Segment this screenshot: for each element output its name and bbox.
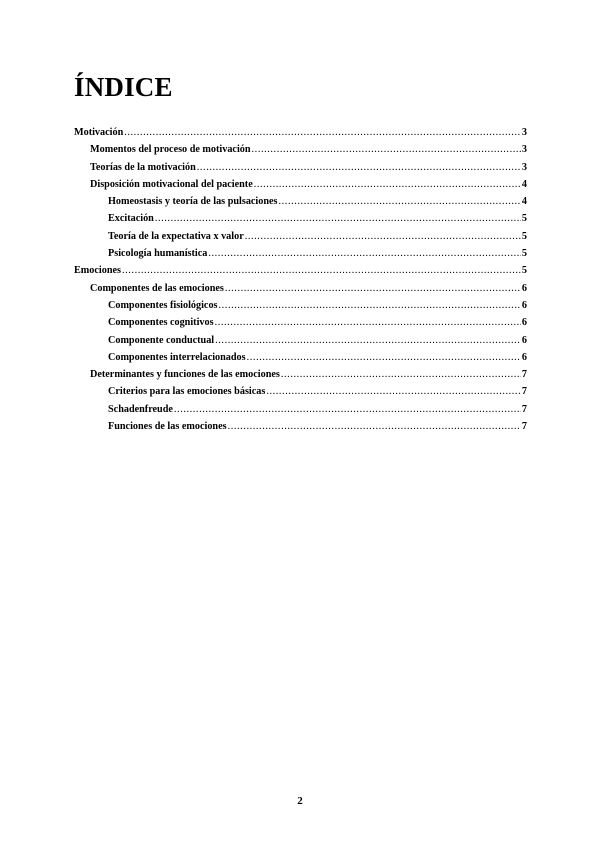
toc-entry-label: Excitación [108, 213, 154, 225]
toc-entry-page: 5 [521, 248, 527, 260]
toc-entry-page: 5 [521, 213, 527, 225]
toc-entry-label: Componentes fisiológicos [108, 299, 218, 311]
toc-entry[interactable] [74, 262, 527, 279]
toc-dot-leader [252, 141, 521, 158]
toc-dot-leader [215, 332, 521, 349]
toc-entry-page: 6 [521, 334, 527, 346]
toc-entry-page: 7 [521, 403, 527, 415]
toc-entry-label: Schadenfreude [108, 403, 173, 415]
toc-entry-page: 3 [521, 161, 527, 173]
toc-entry[interactable] [74, 314, 527, 331]
toc-dot-leader [219, 297, 521, 314]
toc-dot-leader [155, 210, 521, 227]
toc-entry-label: Psicología humanística [108, 248, 208, 260]
toc-entry-label: Funciones de las emociones [108, 421, 227, 433]
table-of-contents [74, 124, 527, 435]
toc-dot-leader [254, 176, 521, 193]
toc-entry-label: Emociones [74, 265, 121, 277]
toc-entry-page: 7 [521, 386, 527, 398]
toc-entry[interactable] [74, 193, 527, 210]
toc-entry[interactable] [74, 349, 527, 366]
toc-dot-leader [197, 159, 521, 176]
toc-entry-page: 4 [521, 196, 527, 208]
toc-entry[interactable] [74, 297, 527, 314]
toc-dot-leader [208, 245, 521, 262]
toc-entry[interactable] [74, 141, 527, 158]
toc-entry[interactable] [74, 383, 527, 400]
toc-entry[interactable] [74, 332, 527, 349]
toc-dot-leader [225, 280, 521, 297]
toc-dot-leader [174, 401, 521, 418]
toc-dot-leader [215, 314, 521, 331]
toc-entry[interactable] [74, 280, 527, 297]
toc-entry[interactable] [74, 366, 527, 383]
toc-entry-page: 7 [521, 421, 527, 433]
toc-entry[interactable] [74, 245, 527, 262]
toc-entry-page: 3 [521, 144, 527, 156]
toc-entry-page: 5 [521, 265, 527, 277]
toc-entry[interactable] [74, 176, 527, 193]
toc-entry[interactable] [74, 124, 527, 141]
toc-dot-leader [279, 193, 521, 210]
toc-entry-page: 3 [521, 127, 527, 138]
toc-entry[interactable] [74, 418, 527, 435]
toc-entry[interactable] [74, 159, 527, 176]
toc-entry-label: Teorías de la motivación [90, 161, 196, 173]
toc-dot-leader [266, 383, 521, 400]
toc-entry-page: 5 [521, 230, 527, 242]
toc-entry-label: Componentes cognitivos [108, 317, 214, 329]
page-number: 2 [297, 795, 303, 807]
toc-entry-label: Componente conductual [108, 334, 215, 346]
toc-entry-label: Momentos del proceso de motivación [90, 144, 251, 156]
toc-entry-page: 4 [521, 178, 527, 190]
toc-entry-label: Componentes interrelacionados [108, 351, 246, 363]
toc-dot-leader [247, 349, 521, 366]
toc-entry[interactable] [74, 401, 527, 418]
toc-entry-label: Determinantes y funciones de las emociones [90, 369, 280, 381]
toc-entry-label: Criterios para las emociones básicas [108, 386, 266, 398]
toc-dot-leader [228, 418, 521, 435]
page-title: ÍNDICE [74, 72, 173, 102]
toc-entry[interactable] [74, 210, 527, 227]
toc-dot-leader [245, 228, 521, 245]
toc-entry-page: 6 [521, 299, 527, 311]
toc-dot-leader [122, 262, 521, 279]
toc-entry-page: 6 [521, 282, 527, 294]
toc-entry-label: Componentes de las emociones [90, 282, 224, 294]
toc-dot-leader [281, 366, 521, 383]
toc-entry-page: 6 [521, 317, 527, 329]
toc-dot-leader [124, 124, 521, 141]
toc-entry-label: Teoría de la expectativa x valor [108, 230, 244, 242]
toc-entry[interactable] [74, 228, 527, 245]
toc-entry-page: 7 [521, 369, 527, 381]
toc-entry-label: Motivación [74, 127, 124, 138]
toc-entry-label: Disposición motivacional del paciente [90, 178, 253, 190]
toc-entry-page: 6 [521, 351, 527, 363]
toc-entry-label: Homeostasis y teoría de las pulsaciones [108, 196, 278, 208]
